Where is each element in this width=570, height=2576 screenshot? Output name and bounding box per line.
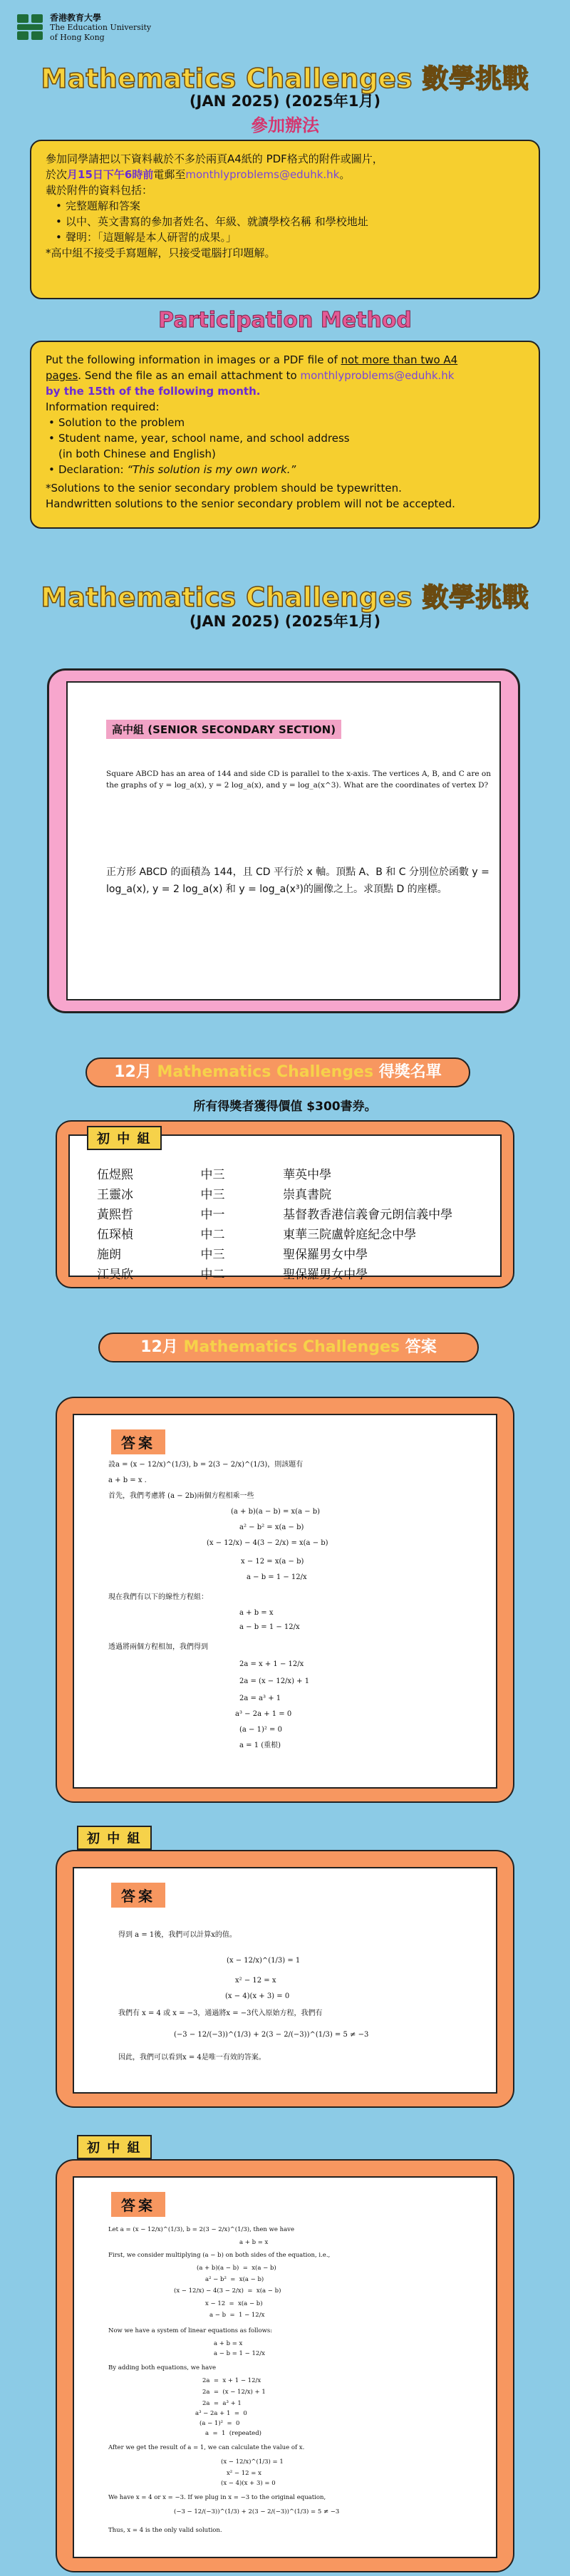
- junior-section-tag-2: 初 中 組: [77, 1826, 152, 1850]
- math-line: 2a = a³ + 1: [239, 1695, 281, 1702]
- en-bullet: [58, 462, 524, 477]
- math-line: a + b = x: [239, 1609, 274, 1617]
- math-line: a = 1 (重根): [239, 1742, 281, 1749]
- winners-title-en: Mathematics Challenges: [157, 1063, 374, 1081]
- winner-school: 崇真書院: [283, 1188, 332, 1202]
- en-page-limit-2: pages: [46, 369, 78, 382]
- answer-tag: 答案: [111, 1883, 165, 1908]
- winner-row: [97, 1164, 510, 1182]
- zh-line-2a: 於次: [46, 168, 68, 181]
- math-line: (−3 − 12/(−3))^(1/3) + 2(3 − 2/(−3))^(1/3) = 5 ≠ −3: [174, 2508, 340, 2515]
- zh-bullet: • 完整題解和答案: [66, 198, 524, 214]
- winner-school: 聖保羅男女中學: [283, 1268, 368, 1282]
- method-title-zh: 參加辦法: [251, 115, 319, 135]
- math-line: a − b = 1 − 12/x: [214, 2350, 265, 2357]
- math-line: We have x = 4 or x = −3. If we plug in x = −3 to the original equation,: [108, 2494, 326, 2501]
- winner-name: 施朗: [97, 1248, 121, 1262]
- answer-card-1: [56, 1397, 514, 1803]
- main-title-2: Mathematics Challenges 數學挑戰: [41, 582, 529, 613]
- logo-text: [50, 13, 151, 43]
- winner-year: 中三: [200, 1248, 225, 1262]
- winner-name: 王靈冰: [97, 1188, 133, 1202]
- zh-note: *高中組不接受手寫題解，只接受電腦打印題解。: [46, 247, 276, 259]
- math-line: x² − 12 = x: [235, 1977, 276, 1985]
- winner-year: 中二: [200, 1268, 225, 1282]
- math-line: a² − b² = x(a − b): [205, 2276, 264, 2283]
- winners-title: [86, 1057, 470, 1087]
- math-line: a + b = x: [239, 2239, 269, 2246]
- math-line: 因此，我們可以看到x = 4是唯一有效的答案。: [118, 2054, 266, 2062]
- math-line: 2a = x + 1 − 12/x: [202, 2377, 261, 2384]
- en-bullet: • Solution to the problem: [58, 415, 524, 430]
- main-title: Mathematics Challenges 數學挑戰: [41, 63, 529, 94]
- problem-text-zh: 正方形 ABCD 的面積為 144，且 CD 平行於 x 軸。頂點 A、B 和 C 分別位於函數 y = log_a(x), y = 2 log_a(x) 和 y = log_a(x³)的圖像之上。求頂點 D 的座標。: [106, 867, 489, 895]
- math-line: By adding both equations, we have: [108, 2364, 217, 2371]
- math-line: a + b = x .: [108, 1476, 147, 1484]
- en-deadline: by the 15th of the following month.: [46, 385, 261, 398]
- instructions-zh-box: [30, 140, 540, 299]
- math-line: First, we consider multiplying (a − b) on both sides of the equation, i.e.,: [108, 2252, 331, 2259]
- en-page-limit: not more than two A4: [341, 353, 458, 366]
- math-line: 2a = (x − 12/x) + 1: [202, 2389, 266, 2396]
- math-line: a = 1 (repeated): [205, 2430, 261, 2437]
- math-line: 得到 a = 1後，我們可以計算x的值。: [118, 1931, 237, 1939]
- math-line: (a + b)(a − b) = x(a − b): [231, 1508, 321, 1516]
- answer-card-2: [56, 1850, 514, 2108]
- winner-row: [97, 1224, 510, 1242]
- answer-tag: 答案: [111, 1429, 165, 1454]
- winner-year: 中一: [200, 1208, 225, 1222]
- winner-row: [97, 1244, 510, 1262]
- winner-name: 伍琛楨: [97, 1228, 133, 1242]
- zh-deadline: 月15日下午6時前: [67, 168, 154, 181]
- logo-name-zh: 香港教育大學: [50, 13, 102, 23]
- math-line: 設a = (x − 12/x)^(1/3), b = 2(3 − 2/x)^(1/3)，則該題有: [108, 1461, 304, 1469]
- math-line: 現在我們有以下的線性方程組：: [108, 1593, 208, 1601]
- math-line: Now we have a system of linear equations as follows:: [108, 2327, 273, 2334]
- senior-section-tag: 高中組 (SENIOR SECONDARY SECTION): [106, 720, 341, 739]
- winner-year: 中三: [200, 1188, 225, 1202]
- winner-school: 東華三院盧幹庭紀念中學: [283, 1228, 417, 1242]
- math-line: x − 12 = x(a − b): [205, 2300, 263, 2307]
- math-line: (x − 12/x)^(1/3) = 1: [221, 2458, 284, 2466]
- math-line: (a − 1)² = 0: [200, 2420, 240, 2427]
- answers-title-month: 12月: [140, 1338, 184, 1356]
- winner-name: 黃熙哲: [97, 1208, 133, 1222]
- math-line: a − b = 1 − 12/x: [209, 2312, 265, 2319]
- en-email-link[interactable]: monthlyproblems@eduhk.hk: [300, 369, 455, 382]
- method-title-en: Participation Method: [158, 308, 412, 333]
- math-line: 我們有 x = 4 或 x = −3，通過將x = −3代入原始方程，我們有: [118, 2009, 323, 2017]
- winner-row: [97, 1204, 510, 1222]
- zh-line-2: [46, 167, 524, 182]
- answer-card-3-inner: [73, 2176, 497, 2558]
- math-line: x − 12 = x(a − b): [241, 1558, 304, 1566]
- math-line: (x − 4)(x + 3) = 0: [221, 2480, 276, 2487]
- eduhk-logo: [16, 13, 151, 43]
- en-note-1: *Solutions to the senior secondary problem should be typewritten.: [46, 482, 402, 495]
- en-bullet-cont: (in both Chinese and English): [58, 448, 216, 460]
- answer-tag: 答案: [111, 2192, 165, 2217]
- math-line: (a − 1)² = 0: [239, 1726, 282, 1734]
- en-line-1: [46, 352, 524, 368]
- winner-school: 聖保羅男女中學: [283, 1248, 368, 1262]
- math-line: a³ − 2a + 1 = 0: [195, 2410, 247, 2417]
- en-line-1a: Put the following information in images or a PDF file of: [46, 353, 341, 366]
- en-info-required: Information required:: [46, 400, 160, 413]
- math-line: a − b = 1 − 12/x: [239, 1623, 300, 1631]
- problem-card: [47, 668, 520, 1013]
- math-line: a + b = x: [214, 2340, 243, 2347]
- zh-bullet-list: [46, 198, 524, 245]
- zh-email-link[interactable]: monthlyproblems@eduhk.hk: [185, 168, 340, 181]
- winner-row: [97, 1184, 510, 1202]
- winner-year: 中二: [200, 1228, 225, 1242]
- junior-section-tag: 初 中 組: [87, 1126, 162, 1150]
- winner-school: 華英中學: [283, 1168, 332, 1182]
- en-line-1d: . Send the file as an email attachment to: [78, 369, 301, 382]
- winner-name: 伍煜熙: [97, 1168, 133, 1182]
- winner-year: 中三: [200, 1168, 225, 1182]
- winners-card-inner: [68, 1134, 502, 1282]
- zh-line-1: 參加同學請把以下資料載於不多於兩頁A4紙的 PDF格式的附件或圖片，: [46, 152, 383, 165]
- math-line: a − b = 1 − 12/x: [247, 1573, 307, 1581]
- winners-title-zh: 得獎名單: [373, 1063, 442, 1081]
- en-note-2: Handwritten solutions to the senior secondary problem will not be accepted.: [46, 497, 455, 510]
- math-line: Let a = (x − 12/x)^(1/3), b = 2(3 − 2/x)^(1/3), then we have: [108, 2226, 294, 2233]
- math-line: After we get the result of a = 1, we can calculate the value of x.: [108, 2444, 305, 2451]
- answer-card-2-inner: [73, 1867, 497, 2094]
- problem-text-en: Square ABCD has an area of 144 and side CD is parallel to the x-axis. The vertices A, B, and C are on the graphs of y = log_a(x), y = 2 log_a(x), and y = log_a(x^3). What are the coordinates of vertex D?: [106, 770, 491, 790]
- math-line: (x − 4)(x + 3) = 0: [225, 1992, 290, 2000]
- zh-bullet: • 聲明：「這題解是本人研習的成果。」: [66, 229, 524, 245]
- en-declaration-text: “This solution is my own work.”: [127, 463, 296, 476]
- winners-title-month: 12月: [114, 1063, 157, 1081]
- en-bullet: • Student name, year, school name, and school address: [58, 430, 524, 446]
- math-line: 透過將兩個方程相加，我們得到: [108, 1643, 208, 1651]
- sub-title-2: (JAN 2025) (2025年1月): [189, 613, 381, 630]
- math-line: 2a = a³ + 1: [202, 2400, 242, 2407]
- math-line: 首先，我們考慮將 (a − 2b)兩個方程相乘一些: [108, 1492, 254, 1500]
- answer-card-3: [56, 2159, 514, 2572]
- zh-bullet: • 以中、英文書寫的參加者姓名、年級、就讀學校名稱 和學校地址: [66, 214, 524, 229]
- winner-row: [97, 1264, 510, 1282]
- math-line: (x − 12/x) − 4(3 − 2/x) = x(a − b): [207, 1539, 328, 1547]
- eduhk-emblem-icon: [16, 13, 46, 43]
- math-line: Thus, x = 4 is the only valid solution.: [108, 2527, 222, 2534]
- math-line: (x − 12/x) − 4(3 − 2/x) = x(a − b): [174, 2287, 281, 2295]
- math-line: (a + b)(a − b) = x(a − b): [197, 2265, 276, 2272]
- answers-title-zh: 答案: [400, 1338, 437, 1356]
- answers-title-en: Mathematics Challenges: [183, 1338, 400, 1356]
- answers-title: [98, 1333, 479, 1362]
- zh-line-2d: 。: [339, 168, 351, 181]
- en-declaration-label: Declaration:: [58, 463, 128, 476]
- math-line: x² − 12 = x: [227, 2470, 261, 2477]
- sub-title: (JAN 2025) (2025年1月): [189, 93, 381, 110]
- logo-name-en-2: of Hong Kong: [50, 33, 105, 42]
- prize-note: 所有得獎者獲得價值 $300書券。: [193, 1100, 377, 1114]
- math-line: (x − 12/x)^(1/3) = 1: [227, 1957, 301, 1965]
- logo-name-en-1: The Education University: [50, 23, 152, 32]
- math-line: a² − b² = x(a − b): [239, 1524, 304, 1531]
- en-line-1-cont: [46, 368, 524, 383]
- en-bullet-list: [46, 415, 524, 477]
- math-line: 2a = x + 1 − 12/x: [239, 1660, 304, 1668]
- instructions-en-box: [30, 341, 540, 529]
- answer-card-1-inner: [73, 1414, 497, 1789]
- math-line: a³ − 2a + 1 = 0: [235, 1710, 292, 1718]
- winner-name: 江昊欣: [97, 1268, 133, 1282]
- zh-line-3: 載於附件的資料包括：: [46, 184, 153, 197]
- math-line: 2a = (x − 12/x) + 1: [239, 1677, 310, 1685]
- junior-section-tag-3: 初 中 組: [77, 2135, 152, 2159]
- problem-card-inner: [66, 681, 501, 1000]
- zh-line-2c: 電郵至: [153, 168, 186, 181]
- math-line: (−3 − 12/(−3))^(1/3) + 2(3 − 2/(−3))^(1/3) = 5 ≠ −3: [174, 2031, 369, 2039]
- winner-school: 基督教香港信義會元朗信義中學: [283, 1208, 453, 1222]
